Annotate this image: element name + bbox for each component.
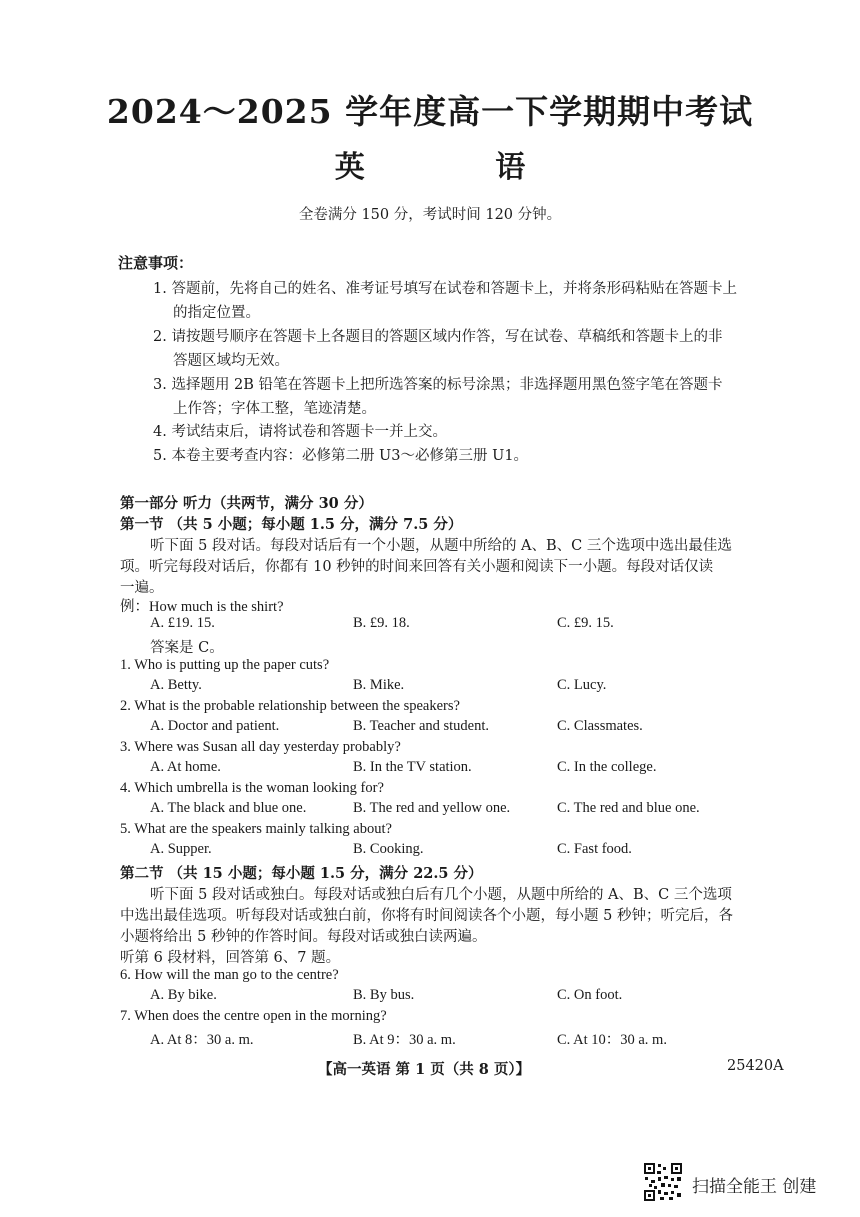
q6-option-b: B. By bus.	[353, 987, 415, 1003]
scanner-watermark: 扫描全能王 创建	[692, 1177, 817, 1197]
question-5: 5. What are the speakers mainly talking about?	[120, 821, 392, 837]
question-1: 1. Who is putting up the paper cuts?	[120, 657, 330, 673]
q5-option-b: B. Cooking.	[353, 841, 424, 857]
material-note: 听第 6 段材料，回答第 6、7 题。	[120, 950, 341, 966]
question-7: 7. When does the centre open in the morning?	[120, 1008, 387, 1024]
qr-code-icon	[643, 1162, 683, 1202]
note-line: 5. 本卷主要考查内容：必修第二册 U3～必修第三册 U1。	[153, 448, 529, 464]
q7-option-c: C. At 10：30 a. m.	[557, 1032, 667, 1048]
q2-option-c: C. Classmates.	[557, 718, 643, 734]
section2-heading: 第二节 （共 15 小题；每小题 1.5 分，满分 22.5 分）	[120, 865, 483, 882]
notes-heading: 注意事项：	[118, 254, 194, 272]
section1-instruction: 听下面 5 段对话。每段对话后有一个小题，从题中所给的 A、B、C 三个选项中选出最佳选	[150, 538, 732, 554]
exam-meta: 全卷满分 150 分，考试时间 120 分钟。	[298, 207, 562, 223]
q3-option-b: B. In the TV station.	[353, 759, 472, 775]
q4-option-b: B. The red and yellow one.	[353, 800, 511, 816]
q5-option-a: A. Supper.	[150, 841, 212, 857]
section2-instruction: 听下面 5 段对话或独白。每段对话或独白后有几个小题，从题中所给的 A、B、C 三个选项	[150, 887, 732, 903]
example-question: 例：How much is the shirt?	[120, 599, 284, 615]
q3-option-c: C. In the college.	[557, 759, 657, 775]
q7-option-b: B. At 9：30 a. m.	[353, 1032, 456, 1048]
q2-option-a: A. Doctor and patient.	[150, 718, 280, 734]
question-3: 3. Where was Susan all day yesterday probably?	[120, 739, 401, 755]
note-line: 2. 请按题号顺序在答题卡上各题目的答题区域内作答，写在试卷、草稿纸和答题卡上的非	[153, 329, 723, 345]
q3-option-a: A. At home.	[150, 759, 221, 775]
section1-instruction: 项。听完每段对话后，你都有 10 秒钟的时间来回答有关小题和阅读下一小题。每段对话仅读	[120, 559, 714, 575]
example-option-a: A. £19. 15.	[150, 615, 215, 631]
q4-option-a: A. The black and blue one.	[150, 800, 307, 816]
q6-option-a: A. By bike.	[150, 987, 217, 1003]
part1-heading: 第一部分 听力（共两节，满分 30 分）	[120, 495, 373, 512]
section2-instruction: 中选出最佳选项。听每段对话或独白前，你将有时间阅读各个小题，每小题 5 秒钟；听完后，各	[120, 908, 733, 924]
note-line: 答题区域均无效。	[173, 353, 289, 369]
note-line: 4. 考试结束后，请将试卷和答题卡一并上交。	[153, 424, 447, 440]
q1-option-b: B. Mike.	[353, 677, 405, 693]
q4-option-c: C. The red and blue one.	[557, 800, 700, 816]
q2-option-b: B. Teacher and student.	[353, 718, 490, 734]
note-line: 1. 答题前，先将自己的姓名、准考证号填写在试卷和答题卡上，并将条形码粘贴在答题卡上	[153, 281, 737, 297]
page-footer-code: 25420A	[727, 1058, 784, 1074]
section1-instruction: 一遍。	[120, 580, 164, 596]
question-2: 2. What is the probable relationship between the speakers?	[120, 698, 460, 714]
example-option-c: C. £9. 15.	[557, 615, 614, 631]
q6-option-c: C. On foot.	[557, 987, 623, 1003]
question-4: 4. Which umbrella is the woman looking for?	[120, 780, 384, 796]
example-option-b: B. £9. 18.	[353, 615, 410, 631]
section1-heading: 第一节 （共 5 小题；每小题 1.5 分，满分 7.5 分）	[120, 516, 463, 533]
q1-option-a: A. Betty.	[150, 677, 202, 693]
exam-title: 2024～2025 学年度高一下学期期中考试	[106, 92, 754, 131]
example-answer: 答案是 C。	[150, 640, 224, 656]
q1-option-c: C. Lucy.	[557, 677, 607, 693]
page-footer-title: 【高一英语 第 1 页（共 8 页）】	[318, 1061, 531, 1078]
note-line: 的指定位置。	[173, 305, 260, 321]
q7-option-a: A. At 8：30 a. m.	[150, 1032, 254, 1048]
q5-option-c: C. Fast food.	[557, 841, 632, 857]
exam-subject: 英 语	[334, 150, 586, 185]
note-line: 3. 选择题用 2B 铅笔在答题卡上把所选答案的标号涂黑；非选择题用黑色签字笔在答题卡	[153, 377, 723, 393]
note-line: 上作答；字体工整，笔迹清楚。	[173, 401, 376, 417]
question-6: 6. How will the man go to the centre?	[120, 967, 339, 983]
section2-instruction: 小题将给出 5 秒钟的作答时间。每段对话或独白读两遍。	[120, 929, 487, 945]
